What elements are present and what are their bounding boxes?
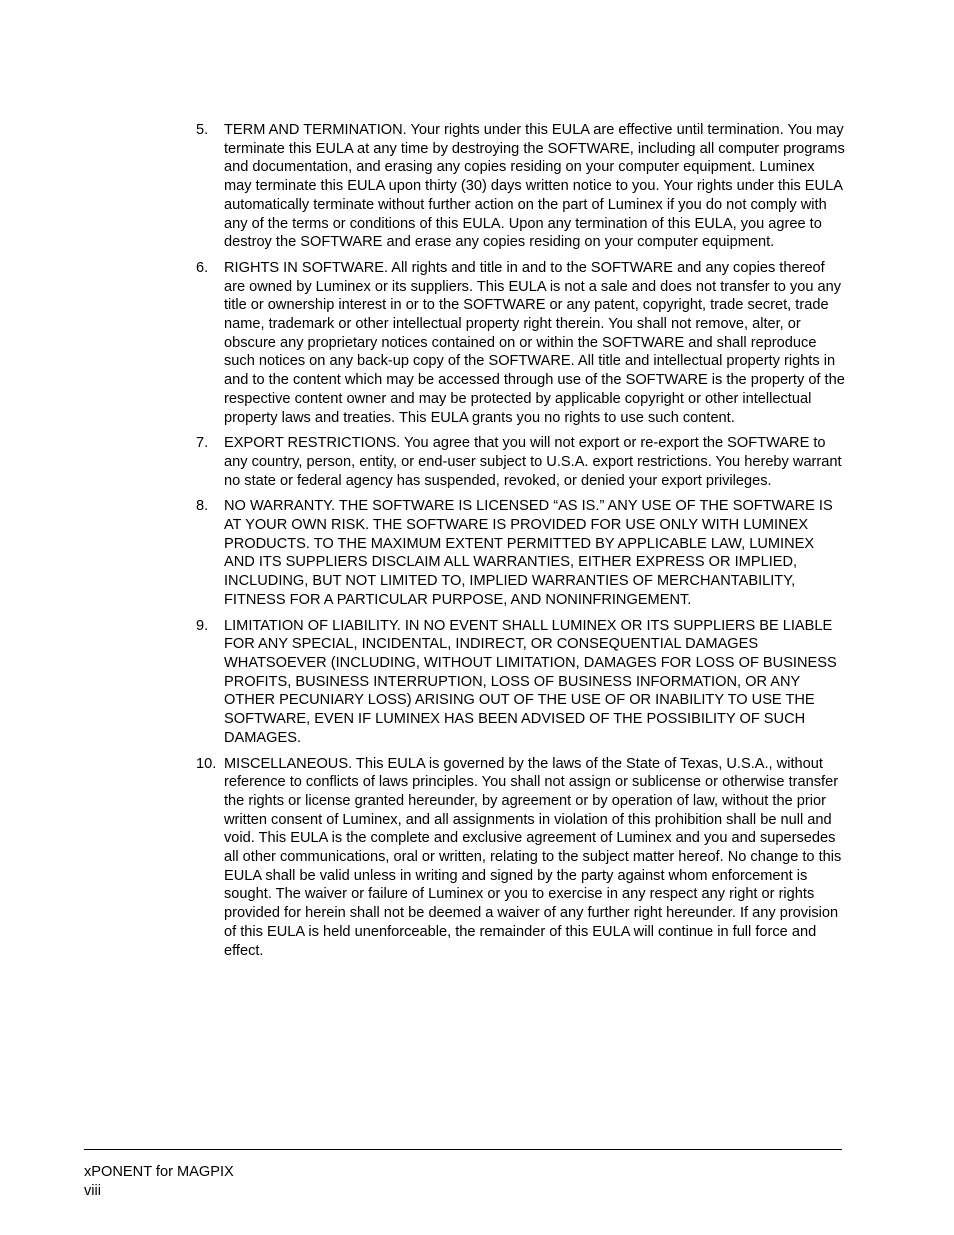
clause-5: [196, 121, 846, 252]
page-number: viii: [84, 1182, 102, 1199]
footer-title: xPONENT for MAGPIX: [84, 1164, 234, 1180]
clause-9: [196, 617, 846, 748]
clause-text: TERM AND TERMINATION. Your rights under this EULA are effective until termination. You may terminate this EULA at any time by destroying the SOFTWARE, including all computer programs and documentation, and erasing any copies residing on your computer equipment. Luminex may terminate this EULA upon thirty (30) days written notice to you. Your rights under this EULA automatically terminate without further action on the part of Luminex if you do not comply with any of the terms or conditions of this EULA. Upon any termination of this EULA, you agree to destroy the SOFTWARE and erase any copies residing on your computer equipment.: [224, 122, 845, 251]
clause-number: 5.: [196, 122, 209, 138]
clause-number: 9.: [196, 617, 209, 634]
clause-number: 8.: [196, 498, 209, 515]
clause-text: EXPORT RESTRICTIONS. You agree that you will not export or re-export the SOFTWARE to any country, person, entity, or end-user subject to U.S.A. export restrictions. You hereby warrant no state or federal agency has suspended, revoked, or denied your export privileges.: [224, 435, 842, 489]
clause-text: LIMITATION OF LIABILITY. IN NO EVENT SHALL LUMINEX OR ITS SUPPLIERS BE LIABLE FOR ANY SPECIAL, INCIDENTAL, INDIRECT, OR CONSEQUENTIAL DAMAGES WHATSOEVER (INCLUDING, WITHOUT LIMITATION, DAMAGES FOR LOSS OF BUSINESS PROFITS, BUSINESS INTERRUPTION, LOSS OF BUSINESS INFORMATION, OR ANY OTHER PECUNIARY LOSS) ARISING OUT OF THE USE OF OR INABILITY TO USE THE SOFTWARE, EVEN IF LUMINEX HAS BEEN ADVISED OF THE POSSIBILITY OF SUCH DAMAGES.: [224, 617, 837, 746]
clause-number: 6.: [196, 259, 209, 276]
clause-number: 10.: [196, 755, 217, 772]
clause-10: [196, 755, 846, 961]
clause-8: [196, 497, 846, 609]
clause-number: 7.: [196, 435, 209, 452]
footer-divider: [84, 1149, 842, 1150]
clause-text: RIGHTS IN SOFTWARE. All rights and title in and to the SOFTWARE and any copies thereof are owned by Luminex or its suppliers. This EULA is not a sale and does not transfer to you any title or ownership interest in or to the SOFTWARE or any patent, copyright, trade secret, trade name, trademark or other intellectual property right therein. You shall not remove, alter, or obscure any proprietary notices contained on or within the SOFTWARE and shall reproduce such notices on any back-up copy of the SOFTWARE. All title and intellectual property rights in and to the content which may be accessed through use of the SOFTWARE is the property of the respective content owner and may be protected by applicable copyright or other intellectual property laws and treaties. This EULA grants you no rights to use such content.: [224, 259, 845, 426]
clause-text: NO WARRANTY. THE SOFTWARE IS LICENSED “AS IS.” ANY USE OF THE SOFTWARE IS AT YOUR OWN RISK. THE SOFTWARE IS PROVIDED FOR USE ONLY WITH LUMINEX PRODUCTS. TO THE MAXIMUM EXTENT PERMITTED BY APPLICABLE LAW, LUMINEX AND ITS SUPPLIERS DISCLAIM ALL WARRANTIES, EITHER EXPRESS OR IMPLIED, INCLUDING, BUT NOT LIMITED TO, IMPLIED WARRANTIES OF MERCHANTABILITY, FITNESS FOR A PARTICULAR PURPOSE, AND NONINFRINGEMENT.: [224, 498, 833, 608]
clause-6: [196, 259, 846, 427]
eula-clauses: [196, 121, 846, 967]
page-footer: [84, 1163, 234, 1200]
clause-7: [196, 434, 846, 490]
clause-text: MISCELLANEOUS. This EULA is governed by the laws of the State of Texas, U.S.A., without reference to conflicts of laws principles. You shall not assign or sublicense or otherwise transfer the rights or license granted hereunder, by agreement or by operation of law, without the prior written consent of Luminex, and all assignments in violation of this prohibition shall be null and void. This EULA is the complete and exclusive agreement of Luminex and you and supersedes all other communications, oral or written, relating to the subject matter hereof. No change to this EULA shall be valid unless in writing and signed by the party against whom enforcement is sought. The waiver or failure of Luminex or you to exercise in any respect any right or rights provided for herein shall not be deemed a waiver of any further right hereunder. If any provision of this EULA is held unenforceable, the remainder of this EULA will continue in full force and effect.: [224, 755, 842, 959]
